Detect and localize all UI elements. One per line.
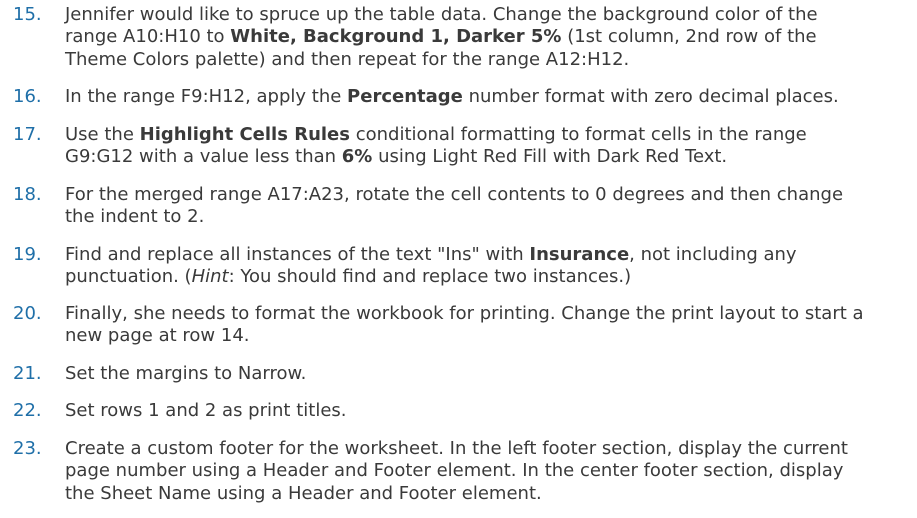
step-line: punctuation. (Hint: You should find and replace two instances.): [65, 266, 632, 288]
step-number: 17.: [13, 124, 42, 145]
step-number: 15.: [13, 4, 42, 25]
step-line: Theme Colors palette) and then repeat for the range A12:H12.: [65, 48, 630, 70]
bold-term: 6%: [341, 146, 373, 168]
step-text: [65, 400, 915, 422]
bold-term: White, Background 1, Darker 5%: [230, 26, 562, 48]
step-line: G9:G12 with a value less than 6% using Light Red Fill with Dark Red Text.: [65, 146, 728, 168]
step-line: Use the Highlight Cells Rules conditional formatting to format cells in the range: [65, 124, 807, 145]
step-text: [65, 438, 915, 505]
step-number: 18.: [13, 184, 42, 205]
bold-term: Percentage: [347, 86, 463, 107]
step-line: range A10:H10 to White, Background 1, Darker 5% (1st column, 2nd row of the: [65, 26, 817, 48]
step-line: Set rows 1 and 2 as print titles.: [65, 400, 347, 421]
step-line: Set the margins to Narrow.: [65, 363, 307, 384]
italic-term: Hint: [191, 266, 229, 288]
step-line: page number using a Header and Footer element. In the center footer section, display: [65, 460, 844, 482]
step-number: 21.: [13, 363, 42, 384]
bold-term: Insurance: [529, 244, 630, 265]
step-text: [65, 244, 915, 289]
step-text: [65, 4, 915, 71]
step-text: [65, 363, 915, 385]
step-line: the indent to 2.: [65, 206, 205, 228]
step-line: Jennifer would like to spruce up the table data. Change the background color of the: [65, 4, 818, 25]
step-line: Finally, she needs to format the workbook for printing. Change the print layout to start a: [65, 303, 864, 324]
step-line: In the range F9:H12, apply the Percentage number format with zero decimal places.: [65, 86, 839, 107]
step-text: [65, 303, 915, 348]
step-number: 23.: [13, 438, 42, 459]
step-number: 16.: [13, 86, 42, 107]
step-line: the Sheet Name using a Header and Footer element.: [65, 482, 542, 504]
step-text: [65, 184, 915, 229]
step-text: [65, 86, 915, 108]
step-line: Find and replace all instances of the text "Ins" with Insurance, not including any: [65, 244, 797, 265]
step-number: 20.: [13, 303, 42, 324]
step-line: new page at row 14.: [65, 325, 250, 347]
step-line: Create a custom footer for the worksheet. In the left footer section, display the current: [65, 438, 848, 459]
step-number: 22.: [13, 400, 42, 421]
bold-term: Highlight Cells Rules: [139, 124, 350, 145]
step-number: 19.: [13, 244, 42, 265]
step-text: [65, 124, 915, 169]
step-line: For the merged range A17:A23, rotate the cell contents to 0 degrees and then change: [65, 184, 844, 205]
